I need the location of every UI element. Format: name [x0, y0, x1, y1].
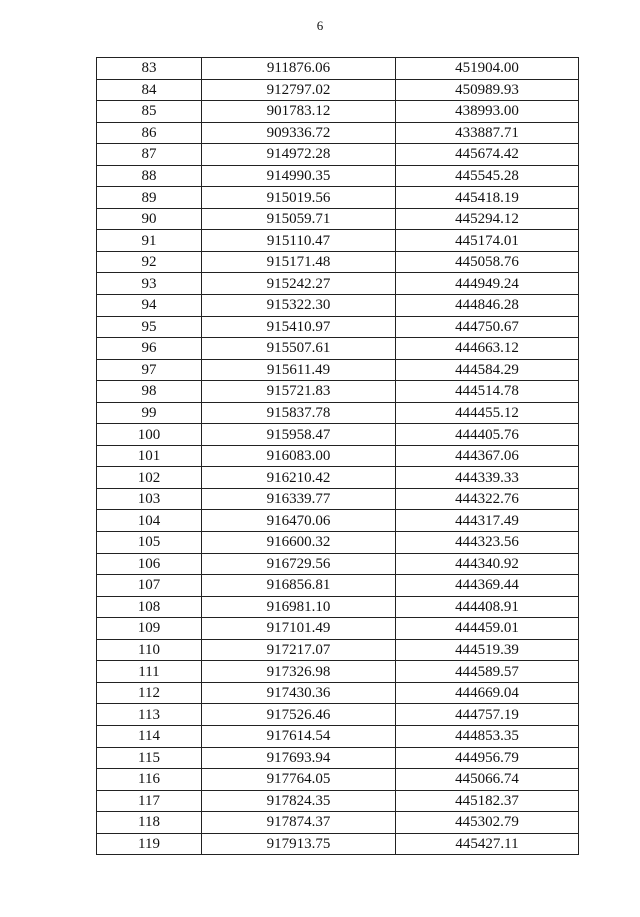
- y-coordinate-cell: 444317.49: [396, 510, 579, 532]
- y-coordinate-cell: 444956.79: [396, 747, 579, 769]
- x-coordinate-cell: 915958.47: [202, 424, 396, 446]
- x-coordinate-cell: 911876.06: [202, 58, 396, 80]
- point-number-cell: 84: [97, 79, 202, 101]
- x-coordinate-cell: 915171.48: [202, 251, 396, 273]
- table-row: [97, 510, 579, 532]
- x-coordinate-cell: 917326.98: [202, 661, 396, 683]
- table-row: [97, 618, 579, 640]
- point-number-cell: 119: [97, 833, 202, 855]
- y-coordinate-cell: 444846.28: [396, 295, 579, 317]
- x-coordinate-cell: 915242.27: [202, 273, 396, 295]
- point-number-cell: 83: [97, 58, 202, 80]
- table-row: [97, 445, 579, 467]
- y-coordinate-cell: 444589.57: [396, 661, 579, 683]
- point-number-cell: 92: [97, 251, 202, 273]
- x-coordinate-cell: 916083.00: [202, 445, 396, 467]
- point-number-cell: 90: [97, 208, 202, 230]
- point-number-cell: 105: [97, 532, 202, 554]
- coordinates-table-body: [97, 58, 579, 855]
- point-number-cell: 89: [97, 187, 202, 209]
- x-coordinate-cell: 917101.49: [202, 618, 396, 640]
- x-coordinate-cell: 916470.06: [202, 510, 396, 532]
- point-number-cell: 93: [97, 273, 202, 295]
- point-number-cell: 94: [97, 295, 202, 317]
- x-coordinate-cell: 917693.94: [202, 747, 396, 769]
- y-coordinate-cell: 444750.67: [396, 316, 579, 338]
- y-coordinate-cell: 444514.78: [396, 381, 579, 403]
- y-coordinate-cell: 444757.19: [396, 704, 579, 726]
- table-row: [97, 532, 579, 554]
- y-coordinate-cell: 444405.76: [396, 424, 579, 446]
- x-coordinate-cell: 915410.97: [202, 316, 396, 338]
- table-row: [97, 704, 579, 726]
- y-coordinate-cell: 445294.12: [396, 208, 579, 230]
- point-number-cell: 101: [97, 445, 202, 467]
- x-coordinate-cell: 915721.83: [202, 381, 396, 403]
- point-number-cell: 118: [97, 812, 202, 834]
- x-coordinate-cell: 914972.28: [202, 144, 396, 166]
- x-coordinate-cell: 915322.30: [202, 295, 396, 317]
- x-coordinate-cell: 917526.46: [202, 704, 396, 726]
- point-number-cell: 95: [97, 316, 202, 338]
- page-number: 6: [316, 18, 324, 33]
- point-number-cell: 91: [97, 230, 202, 252]
- y-coordinate-cell: 445302.79: [396, 812, 579, 834]
- x-coordinate-cell: 917430.36: [202, 682, 396, 704]
- point-number-cell: 106: [97, 553, 202, 575]
- x-coordinate-cell: 915110.47: [202, 230, 396, 252]
- x-coordinate-cell: 915837.78: [202, 402, 396, 424]
- table-row: [97, 639, 579, 661]
- point-number-cell: 108: [97, 596, 202, 618]
- x-coordinate-cell: 915611.49: [202, 359, 396, 381]
- y-coordinate-cell: 444369.44: [396, 575, 579, 597]
- x-coordinate-cell: 916856.81: [202, 575, 396, 597]
- x-coordinate-cell: 917614.54: [202, 725, 396, 747]
- table-row: [97, 359, 579, 381]
- point-number-cell: 87: [97, 144, 202, 166]
- y-coordinate-cell: 444455.12: [396, 402, 579, 424]
- y-coordinate-cell: 444663.12: [396, 338, 579, 360]
- x-coordinate-cell: 901783.12: [202, 101, 396, 123]
- x-coordinate-cell: 917913.75: [202, 833, 396, 855]
- table-row: [97, 230, 579, 252]
- y-coordinate-cell: 444584.29: [396, 359, 579, 381]
- x-coordinate-cell: 917764.05: [202, 769, 396, 791]
- y-coordinate-cell: 445182.37: [396, 790, 579, 812]
- y-coordinate-cell: 445427.11: [396, 833, 579, 855]
- y-coordinate-cell: 450989.93: [396, 79, 579, 101]
- point-number-cell: 86: [97, 122, 202, 144]
- point-number-cell: 112: [97, 682, 202, 704]
- y-coordinate-cell: 444408.91: [396, 596, 579, 618]
- x-coordinate-cell: 916981.10: [202, 596, 396, 618]
- table-row: [97, 661, 579, 683]
- table-row: [97, 725, 579, 747]
- table-row: [97, 187, 579, 209]
- x-coordinate-cell: 912797.02: [202, 79, 396, 101]
- x-coordinate-cell: 915059.71: [202, 208, 396, 230]
- point-number-cell: 100: [97, 424, 202, 446]
- table-row: [97, 79, 579, 101]
- table-row: [97, 747, 579, 769]
- y-coordinate-cell: 445174.01: [396, 230, 579, 252]
- table-row: [97, 165, 579, 187]
- x-coordinate-cell: 917824.35: [202, 790, 396, 812]
- point-number-cell: 85: [97, 101, 202, 123]
- table-row: [97, 769, 579, 791]
- table-row: [97, 790, 579, 812]
- x-coordinate-cell: 917874.37: [202, 812, 396, 834]
- table-row: [97, 812, 579, 834]
- table-row: [97, 251, 579, 273]
- y-coordinate-cell: 445545.28: [396, 165, 579, 187]
- table-row: [97, 467, 579, 489]
- table-row: [97, 122, 579, 144]
- point-number-cell: 99: [97, 402, 202, 424]
- point-number-cell: 98: [97, 381, 202, 403]
- x-coordinate-cell: 915019.56: [202, 187, 396, 209]
- point-number-cell: 115: [97, 747, 202, 769]
- y-coordinate-cell: 433887.71: [396, 122, 579, 144]
- table-row: [97, 596, 579, 618]
- y-coordinate-cell: 445066.74: [396, 769, 579, 791]
- point-number-cell: 117: [97, 790, 202, 812]
- x-coordinate-cell: 916210.42: [202, 467, 396, 489]
- point-number-cell: 97: [97, 359, 202, 381]
- x-coordinate-cell: 916729.56: [202, 553, 396, 575]
- y-coordinate-cell: 444340.92: [396, 553, 579, 575]
- point-number-cell: 104: [97, 510, 202, 532]
- y-coordinate-cell: 445418.19: [396, 187, 579, 209]
- y-coordinate-cell: 444853.35: [396, 725, 579, 747]
- table-row: [97, 316, 579, 338]
- point-number-cell: 109: [97, 618, 202, 640]
- table-row: [97, 402, 579, 424]
- table-row: [97, 575, 579, 597]
- point-number-cell: 114: [97, 725, 202, 747]
- point-number-cell: 88: [97, 165, 202, 187]
- point-number-cell: 102: [97, 467, 202, 489]
- table-row: [97, 488, 579, 510]
- y-coordinate-cell: 444322.76: [396, 488, 579, 510]
- x-coordinate-cell: 917217.07: [202, 639, 396, 661]
- table-row: [97, 101, 579, 123]
- coordinates-table: [96, 57, 579, 855]
- x-coordinate-cell: 916600.32: [202, 532, 396, 554]
- point-number-cell: 107: [97, 575, 202, 597]
- y-coordinate-cell: 445674.42: [396, 144, 579, 166]
- x-coordinate-cell: 909336.72: [202, 122, 396, 144]
- y-coordinate-cell: 438993.00: [396, 101, 579, 123]
- table-row: [97, 833, 579, 855]
- point-number-cell: 96: [97, 338, 202, 360]
- table-row: [97, 381, 579, 403]
- table-row: [97, 682, 579, 704]
- point-number-cell: 103: [97, 488, 202, 510]
- x-coordinate-cell: 916339.77: [202, 488, 396, 510]
- table-row: [97, 144, 579, 166]
- y-coordinate-cell: 445058.76: [396, 251, 579, 273]
- point-number-cell: 110: [97, 639, 202, 661]
- table-row: [97, 58, 579, 80]
- x-coordinate-cell: 914990.35: [202, 165, 396, 187]
- table-row: [97, 424, 579, 446]
- y-coordinate-cell: 444519.39: [396, 639, 579, 661]
- y-coordinate-cell: 444323.56: [396, 532, 579, 554]
- x-coordinate-cell: 915507.61: [202, 338, 396, 360]
- y-coordinate-cell: 444459.01: [396, 618, 579, 640]
- table-row: [97, 295, 579, 317]
- point-number-cell: 113: [97, 704, 202, 726]
- y-coordinate-cell: 444367.06: [396, 445, 579, 467]
- point-number-cell: 116: [97, 769, 202, 791]
- y-coordinate-cell: 444669.04: [396, 682, 579, 704]
- table-row: [97, 338, 579, 360]
- point-number-cell: 111: [97, 661, 202, 683]
- y-coordinate-cell: 451904.00: [396, 58, 579, 80]
- table-row: [97, 273, 579, 295]
- table-row: [97, 553, 579, 575]
- y-coordinate-cell: 444949.24: [396, 273, 579, 295]
- y-coordinate-cell: 444339.33: [396, 467, 579, 489]
- table-row: [97, 208, 579, 230]
